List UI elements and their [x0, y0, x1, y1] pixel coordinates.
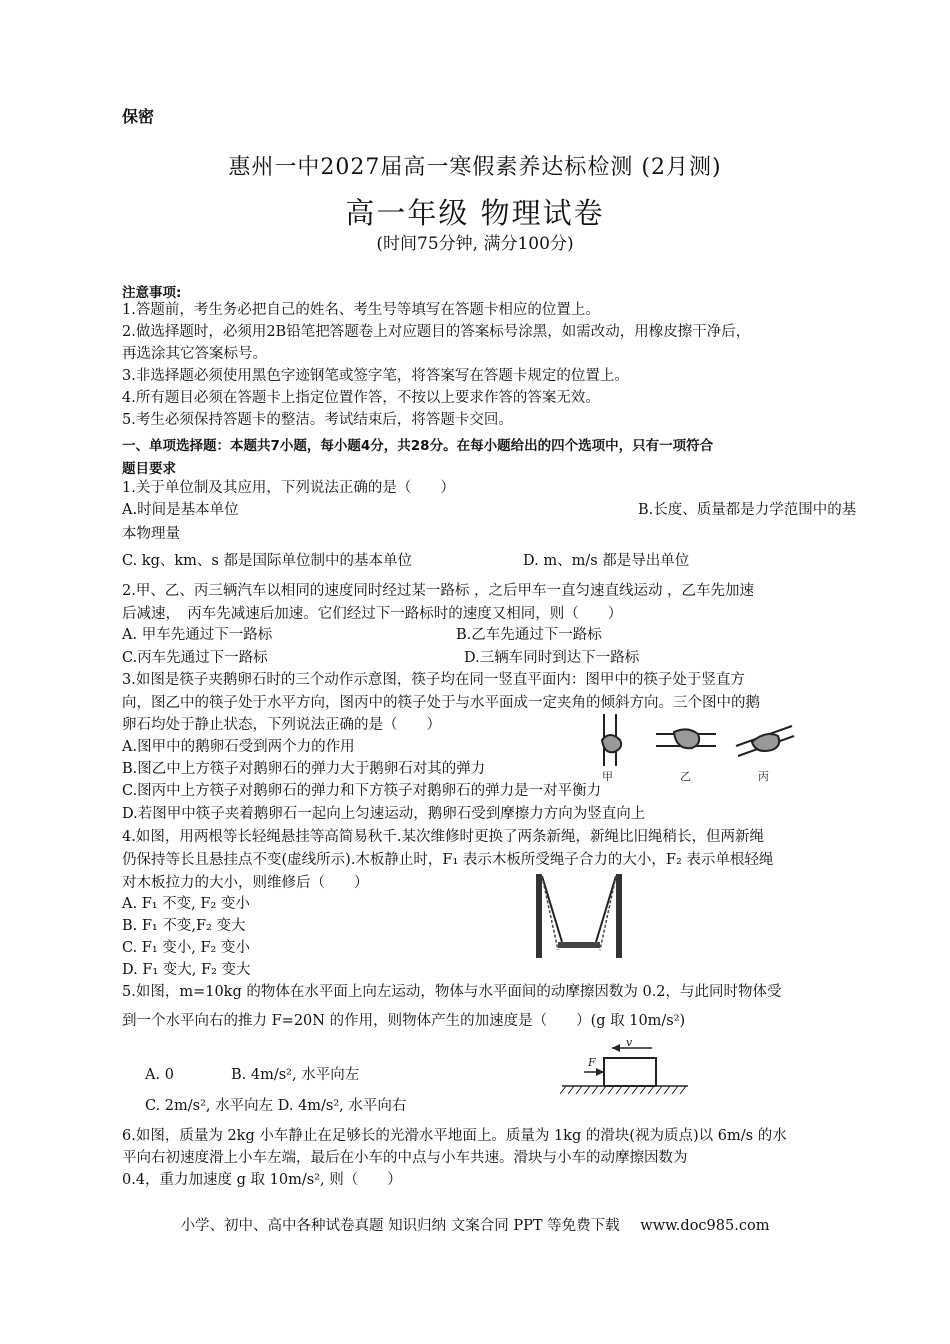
q6-stem-line1: 6.如图，质量为 2kg 小车静止在足够长的光滑水平地面上。质量为 1kg 的滑块(视为质点)以 6m/s 的水: [122, 1128, 787, 1144]
q5-option-b: B. 4m/s², 水平向左: [231, 1067, 360, 1083]
notice-item: 2.做选择题时，必须用2B铅笔把答题卷上对应题目的答案标号涂黑，如需改动，用橡皮擦干净后，: [122, 324, 751, 340]
q5-option-a: A. 0: [145, 1067, 174, 1083]
q3-option-c: C.图丙中上方筷子对鹅卵石的弹力和下方筷子对鹅卵石的弹力是一对平衡力: [122, 783, 602, 799]
fig-label-jia: 甲: [602, 770, 613, 783]
footer-text: 小学、初中、高中各种试卷真题 知识归纳 文案合同 PPT 等免费下载: [180, 1218, 620, 1234]
q3-stem-line1: 3.如图是筷子夹鹅卵石时的三个动作示意图，筷子均在同一竖直平面内：图甲中的筷子处于竖直方: [122, 672, 745, 688]
section-heading: 一、单项选择题：本题共7小题，每小题4分，共28分。在每小题给出的四个选项中，只有一项符合: [122, 438, 714, 454]
notice-item: 5.考生必须保持答题卡的整洁。考试结束后，将答题卡交回。: [122, 412, 513, 428]
notice-item: 1.答题前，考生务必把自己的姓名、考生号等填写在答题卡相应的位置上。: [122, 302, 600, 318]
q4-option-b: B. F₁ 不变,F₂ 变大: [122, 918, 246, 934]
q2-option-b: B.乙车先通过下一路标: [456, 627, 602, 643]
q6-stem-line3: 0.4，重力加速度 g 取 10m/s², 则（ ）: [122, 1172, 402, 1188]
velocity-label: v: [626, 1036, 633, 1049]
q4-stem-line3: 对木板拉力的大小，则维修后（ ）: [122, 875, 369, 891]
fig-label-bing: 丙: [758, 770, 769, 783]
notice-item: 4.所有题目必须在答题卡上指定位置作答，不按以上要求作答的答案无效。: [122, 390, 600, 406]
exam-subject-title: 高一年级 物理试卷: [345, 196, 605, 230]
chopsticks-tilted-drawing: [736, 726, 794, 756]
q1-option-b-cont: 本物理量: [122, 526, 180, 542]
q4-option-d: D. F₁ 变大, F₂ 变大: [122, 962, 251, 978]
notice-item: 3.非选择题必须使用黑色字迹钢笔或签字笔，将答案写在答题卡规定的位置上。: [122, 368, 629, 384]
q5-option-cd: C. 2m/s², 水平向左 D. 4m/s², 水平向右: [145, 1098, 407, 1114]
q3-option-b: B.图乙中上方筷子对鹅卵石的弹力大于鹅卵石对其的弹力: [122, 761, 486, 777]
notice-item: 再选涂其它答案标号。: [122, 346, 267, 362]
q3-option-d: D.若图甲中筷子夹着鹅卵石一起向上匀速运动，鹅卵石受到摩擦力方向为竖直向上: [122, 806, 646, 822]
q3-stem-line2: 向，图乙中的筷子处于水平方向，图丙中的筷子处于与水平面成一定夹角的倾斜方向。三个图中的鹅: [122, 695, 760, 711]
q4-option-c: C. F₁ 变小, F₂ 变小: [122, 940, 250, 956]
block-figure: [560, 1036, 690, 1108]
chopsticks-vertical-drawing: [602, 714, 621, 766]
exam-time-info: (时间75分钟, 满分100分): [376, 234, 574, 254]
q4-option-a: A. F₁ 不变, F₂ 变小: [122, 896, 250, 912]
q1-option-b: B.长度、质量都是力学范围中的基: [638, 502, 857, 518]
q5-stem-line1: 5.如图，m=10kg 的物体在水平面上向左运动，物体与水平面间的动摩擦因数为 0.2，与此同时物体受: [122, 984, 782, 1000]
q2-stem-line2: 后减速， 丙车先减速后加速。它们经过下一路标时的速度又相同，则（ ）: [122, 606, 623, 622]
confidential-mark: 保密: [122, 107, 155, 126]
footer: [0, 1214, 950, 1235]
fig-label-yi: 乙: [680, 770, 691, 783]
q2-option-d: D.三辆车同时到达下一路标: [464, 650, 640, 666]
q4-stem-line2: 仍保持等长且悬挂点不变(虚线所示).木板静止时，F₁ 表示木板所受绳子合力的大小，F₂ 表示单根轻绳: [122, 852, 774, 868]
section-heading-cont: 题目要求: [122, 461, 176, 477]
q3-option-a: A.图甲中的鹅卵石受到两个力的作用: [122, 739, 355, 755]
q2-stem-line1: 2.甲、乙、丙三辆汽车以相同的速度同时经过某一路标 ，之后甲车一直匀速直线运动 ，乙车先加速: [122, 583, 755, 599]
q1-stem: 1.关于单位制及其应用，下列说法正确的是（ ）: [122, 480, 455, 496]
chopsticks-horizontal-drawing: [656, 729, 716, 748]
q4-stem-line1: 4.如图，用两根等长轻绳悬挂等高简易秋千.某次维修时更换了两条新绳，新绳比旧绳稍长，但两新绳: [122, 829, 764, 845]
chopsticks-figure: [592, 712, 802, 784]
exam-title: 惠州一中2027届高一寒假素养达标检测 (2月测): [228, 155, 722, 180]
q1-option-d: D. m、m/s 都是导出单位: [523, 553, 690, 569]
force-label: F: [588, 1056, 596, 1069]
q3-stem-line3: 卵石均处于静止状态，下列说法正确的是（ ）: [122, 717, 441, 733]
q2-option-c: C.丙车先通过下一路标: [122, 650, 268, 666]
q1-option-a: A.时间是基本单位: [122, 502, 239, 518]
q1-option-c: C. kg、km、s 都是国际单位制中的基本单位: [122, 553, 412, 569]
notice-heading: 注意事项:: [122, 285, 182, 301]
q5-stem-line2: 到一个水平向右的推力 F=20N 的作用，则物体产生的加速度是（ ）(g 取 10m/s²): [122, 1013, 686, 1029]
q2-option-a: A. 甲车先通过下一路标: [122, 627, 273, 643]
swing-figure: [532, 870, 628, 960]
footer-url[interactable]: www.doc985.com: [640, 1218, 770, 1234]
q6-stem-line2: 平向右初速度滑上小车左端，最后在小车的中点与小车共速。滑块与小车的动摩擦因数为: [122, 1150, 688, 1166]
